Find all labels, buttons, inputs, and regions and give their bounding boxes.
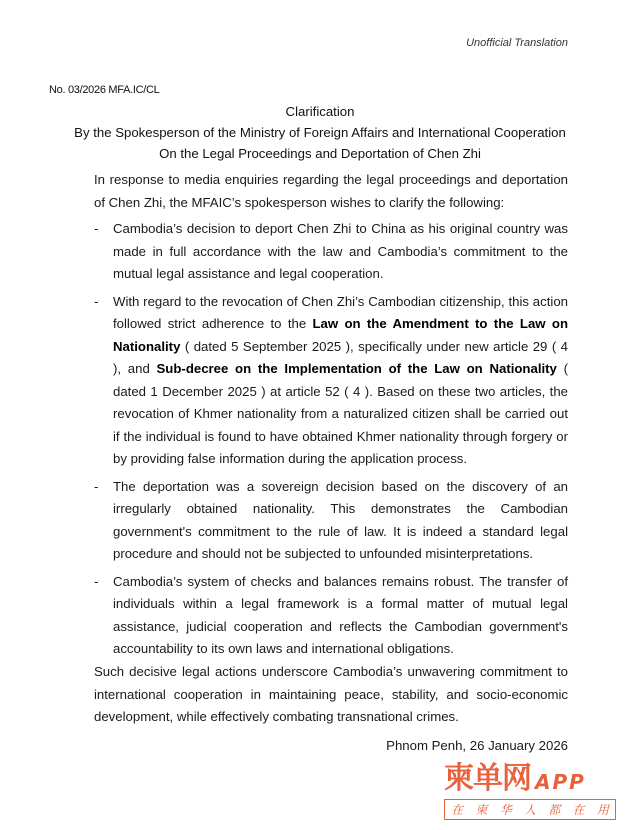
title-spokesperson: By the Spokesperson of the Ministry of Foreign Affairs and International Cooperation [74, 125, 566, 140]
watermark-app-label: APP [535, 770, 586, 794]
bullet-dash: - [94, 293, 99, 309]
place-and-date: Phnom Penh, 26 January 2026 [386, 738, 568, 753]
unofficial-translation-label: Unofficial Translation [466, 37, 568, 49]
watermark-brand-name: 柬单网 [444, 761, 531, 796]
watermark-slogan-char: 都 [548, 803, 561, 817]
bullet-text [113, 294, 568, 467]
bullet-text-part: ( dated 1 December 2025 ) at article 52 ( 4 ). Based on these two articles, the revocation of Khmer nationality from a naturalized citizen shall be carried out if the individual is found to have obtained Khmer nationality through forgery or by providing false information during the application process. [113, 361, 568, 466]
bullet-item [94, 571, 568, 661]
bullet-dash: - [94, 573, 99, 589]
document-titles [0, 101, 640, 164]
watermark-slogan-char: 在 [572, 803, 585, 817]
bullet-dash: - [94, 221, 99, 236]
bullet-text: Cambodia’s decision to deport Chen Zhi to China as his original country was made in full accordance with the law and Cambodia’s commitment to the mutual legal assistance and legal cooperation. [113, 221, 568, 281]
title-subject: On the Legal Proceedings and Deportation of Chen Zhi [159, 146, 481, 161]
intro-paragraph: In response to media enquiries regarding the legal proceedings and deportation of Chen Zhi, the MFAIC’s spokesperson wishes to clarify the following: [94, 172, 568, 210]
law-name-bold: Law on the Amendment to the Law on Nationality [113, 316, 568, 354]
bullet-item [94, 476, 568, 566]
bullet-text-part: ( dated 5 September 2025 ), specifically under new article 29 ( 4 ), and [113, 338, 568, 376]
watermark-slogan-box [444, 799, 616, 820]
watermark-slogan-char: 华 [499, 803, 512, 817]
title-clarification: Clarification [285, 104, 355, 119]
subdecree-name-bold: Sub-decree on the Implementation of the Law on Nationality [156, 361, 557, 376]
bullet-list [94, 218, 568, 666]
watermark-logo [444, 760, 634, 822]
closing-paragraph: Such decisive legal actions underscore Cambodia’s unwavering commitment to international cooperation in maintaining peace, stability, and socio-economic development, while effectively combating transnational crimes. [94, 664, 568, 724]
reference-number: No. 03/2026 MFA.IC/CL [49, 84, 160, 96]
bullet-item [94, 218, 568, 286]
bullet-text-part: With regard to the revocation of Chen Zhi’s Cambodian citizenship, this action followed strict adherence to the [113, 293, 568, 331]
bullet-dash: - [94, 478, 99, 494]
bullet-item [94, 291, 568, 471]
bullet-text: Cambodia’s system of checks and balances remains robust. The transfer of individuals within a legal framework is a formal matter of mutual legal assistance, judicial cooperation and reflects the Cambodian government's accountability to its own laws and international obligations. [113, 573, 568, 656]
watermark-slogan-char: 人 [523, 803, 536, 817]
watermark-slogan-char: 在 [451, 803, 464, 817]
bullet-text: The deportation was a sovereign decision based on the discovery of an irregularly obtained nationality. This demonstrates the Cambodian government's commitment to the rule of law. It is indeed a standard legal procedure and should not be subjected to unfounded misinterpretations. [113, 478, 568, 561]
watermark-slogan-char: 柬 [475, 803, 488, 817]
watermark-slogan-char: 用 [596, 803, 609, 817]
